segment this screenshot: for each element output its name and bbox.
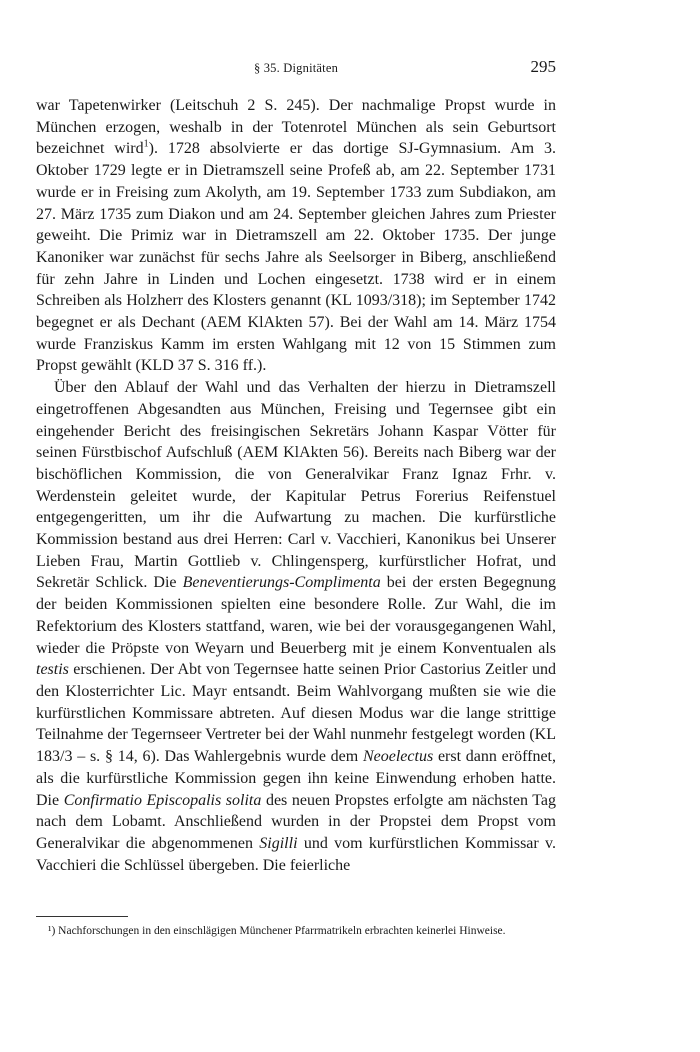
paragraph <box>36 95 556 377</box>
text-run: erst dann eröffnet, als die kurfürstliche Kommission gegen ihn keine Einwendung erhoben hatte. Die <box>36 748 557 809</box>
footnote-number: ¹) <box>48 925 56 937</box>
text-run: und vom kurfürstlichen Kommissar v. Vacchieri die Schlüssel übergeben. Die feierliche <box>36 834 556 874</box>
latin-term: Beneventierungs-Complimenta <box>182 574 381 592</box>
paragraph <box>36 377 556 876</box>
latin-term: Confirmatio Episcopalis solita <box>63 791 262 809</box>
text-run: des neuen Propstes erfolgte am nächsten Tag nach dem Lobamt. Anschließend wurden in der Propstei dem Propst vom Generalvikar die abgenommenen <box>36 791 557 852</box>
footnote-text: Nachforschungen in den einschlägigen Münchener Pfarrmatrikeln erbrachten keinerlei Hinweise. <box>55 925 506 937</box>
latin-term: Sigilli <box>259 834 298 852</box>
latin-term: Neoelectus <box>362 748 434 766</box>
page-number: 295 <box>530 57 556 76</box>
footnote <box>36 923 556 939</box>
footnote-divider <box>36 916 128 917</box>
text-run: war Tapetenwirker (Leitschuh 2 S. 245). Der nachmalige Propst wurde in München erzogen, weshalb in der Totenrotel München als sein Geburtsort bezeichnet wird <box>36 97 556 158</box>
footnote-reference[interactable]: 1 <box>143 139 149 151</box>
text-run: ). 1728 absolvierte er das dortige SJ-Gymnasium. Am 3. Oktober 1729 legte er in Dietramszell seine Profeß ab, am 22. September 1731 wurde er in Freising zum Akolyth, am 19. September 1733 zum Subdiakon, am 27. März 1735 zum Diakon und am 24. September gleichen Jahres zum Priester geweiht. Die Primiz war in Dietramszell am 22. Oktober 1735. Der junge Kanoniker war zunächst für sechs Jahre als Seelsorger in Biberg, anschließend für zehn Jahre in Linden und Lochen eingesetzt. 1738 wird er in einem Schreiben als Holzherr des Klosters genannt (KL 1093/318); im September 1742 begegnet er als Dechant (AEM KlAkten 57). Bei der Wahl am 14. März 1754 wurde Franziskus Kamm im ersten Wahlgang mit 12 von 15 Stimmen zum Propst gewählt (KLD 37 S. 316 ff.). <box>36 140 556 375</box>
latin-term: testis <box>36 661 69 679</box>
main-text <box>36 95 556 876</box>
section-title: § 35. Dignitäten <box>253 61 339 75</box>
text-run: Über den Ablauf der Wahl und das Verhalten der hierzu in Dietramszell eingetroffenen Abgesandten aus München, Freising und Tegernsee gibt ein eingehender Bericht des freisingischen Sekretärs Johann Kaspar Vötter für seinen Fürstbischof Aufschluß (AEM KlAkten 56). Bereits nach Biberg war der bischöflichen Kommission, die von Generalvikar Franz Ignaz Frhr. v. Werdenstein geleitet wurde, der Kapitular Petrus Forerius Reifenstuel entgegengeritten, um ihr die Aufwartung zu machen. Die kurfürstliche Kommission bestand aus drei Herren: Carl v. Vacchieri, Kanonikus bei Unserer Lieben Frau, Martin Gottlieb v. Chlingensperg, kurfürstlicher Hofrat, und Sekretär Schlick. Die <box>36 379 556 592</box>
running-head <box>36 57 556 81</box>
text-run: erschienen. Der Abt von Tegernsee hatte seinen Prior Castorius Zeitler und den Klosterrichter Lic. Mayr entsandt. Beim Wahlvorgang mußten sie wie die kurfürstlichen Kommissare abtreten. Auf diesen Modus war die lange strittige Teilnahme der Tegernseer Vertreter bei der Wahl nunmehr festgelegt worden (KL 183/3 – s. § 14, 6). Das Wahlergebnis wurde dem <box>36 661 556 766</box>
text-run: bei der ersten Begegnung der beiden Kommissionen spielten eine besondere Rolle. Zur Wahl, die im Refektorium des Klosters stattfand, waren, wie bei der vorausgegangenen Wahl, wieder die Pröpste von Weyarn und Beuerberg mit je einem Konventualen als <box>36 574 556 657</box>
